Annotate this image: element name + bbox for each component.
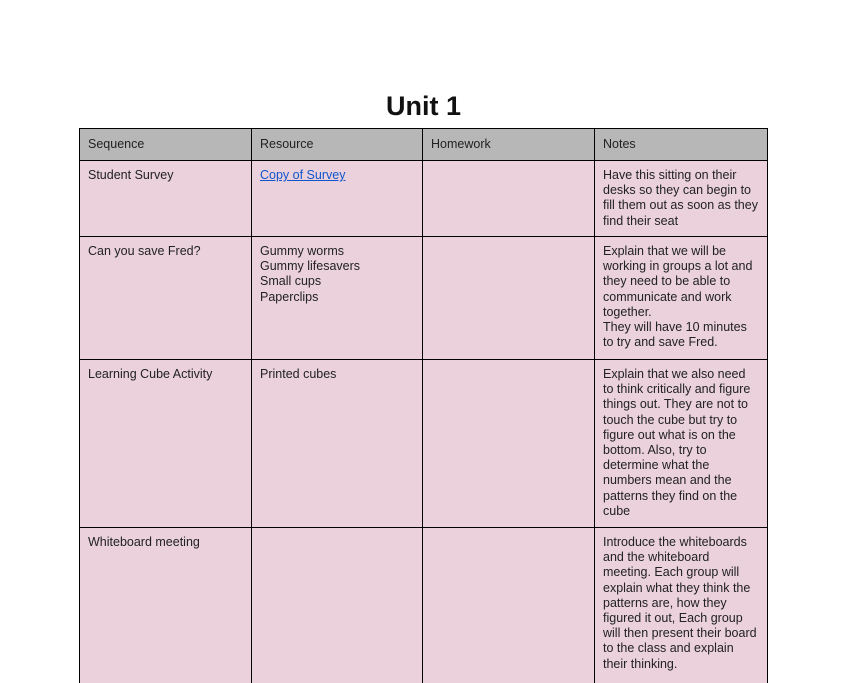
notes-cell: Have this sitting on their desks so they can begin to fill them out as soon as they find their seat — [595, 161, 768, 237]
sequence-cell: Learning Cube Activity — [80, 360, 252, 528]
notes-cell: Introduce the whiteboards and the whiteboard meeting. Each group will explain what they think the patterns are, how they figured it out, Each group will then present their board to the class and explain their thinking. — [595, 528, 768, 683]
unit-table — [79, 128, 768, 683]
header-resource: Resource — [252, 129, 423, 161]
sequence-cell: Whiteboard meeting — [80, 528, 252, 683]
notes-cell: Explain that we will be working in groups a lot and they need to be able to communicate and work together. They will have 10 minutes to try and save Fred. — [595, 237, 768, 360]
header-notes: Notes — [595, 129, 768, 161]
notes-cell: Explain that we also need to think critically and figure things out. They are not to touch the cube but try to figure out what is on the bottom. Also, try to determine what the numbers mean and the patterns they find on the cube — [595, 360, 768, 528]
sequence-cell: Student Survey — [80, 161, 252, 237]
homework-cell — [423, 161, 595, 237]
resource-cell — [252, 161, 423, 237]
page-title: Unit 1 — [385, 91, 461, 121]
table-row — [80, 161, 768, 237]
resource-cell — [252, 528, 423, 683]
homework-cell — [423, 237, 595, 360]
table-row — [80, 237, 768, 360]
sequence-cell: Can you save Fred? — [80, 237, 252, 360]
header-homework: Homework — [423, 129, 595, 161]
resource-cell: Printed cubes — [252, 360, 423, 528]
table-row — [80, 528, 768, 683]
header-sequence: Sequence — [80, 129, 252, 161]
table-row — [80, 360, 768, 528]
homework-cell — [423, 360, 595, 528]
table-header-row — [80, 129, 768, 161]
homework-cell — [423, 528, 595, 683]
copy-of-survey-link[interactable]: Copy of Survey — [260, 168, 346, 182]
resource-cell: Gummy worms Gummy lifesavers Small cups Paperclips — [252, 237, 423, 360]
